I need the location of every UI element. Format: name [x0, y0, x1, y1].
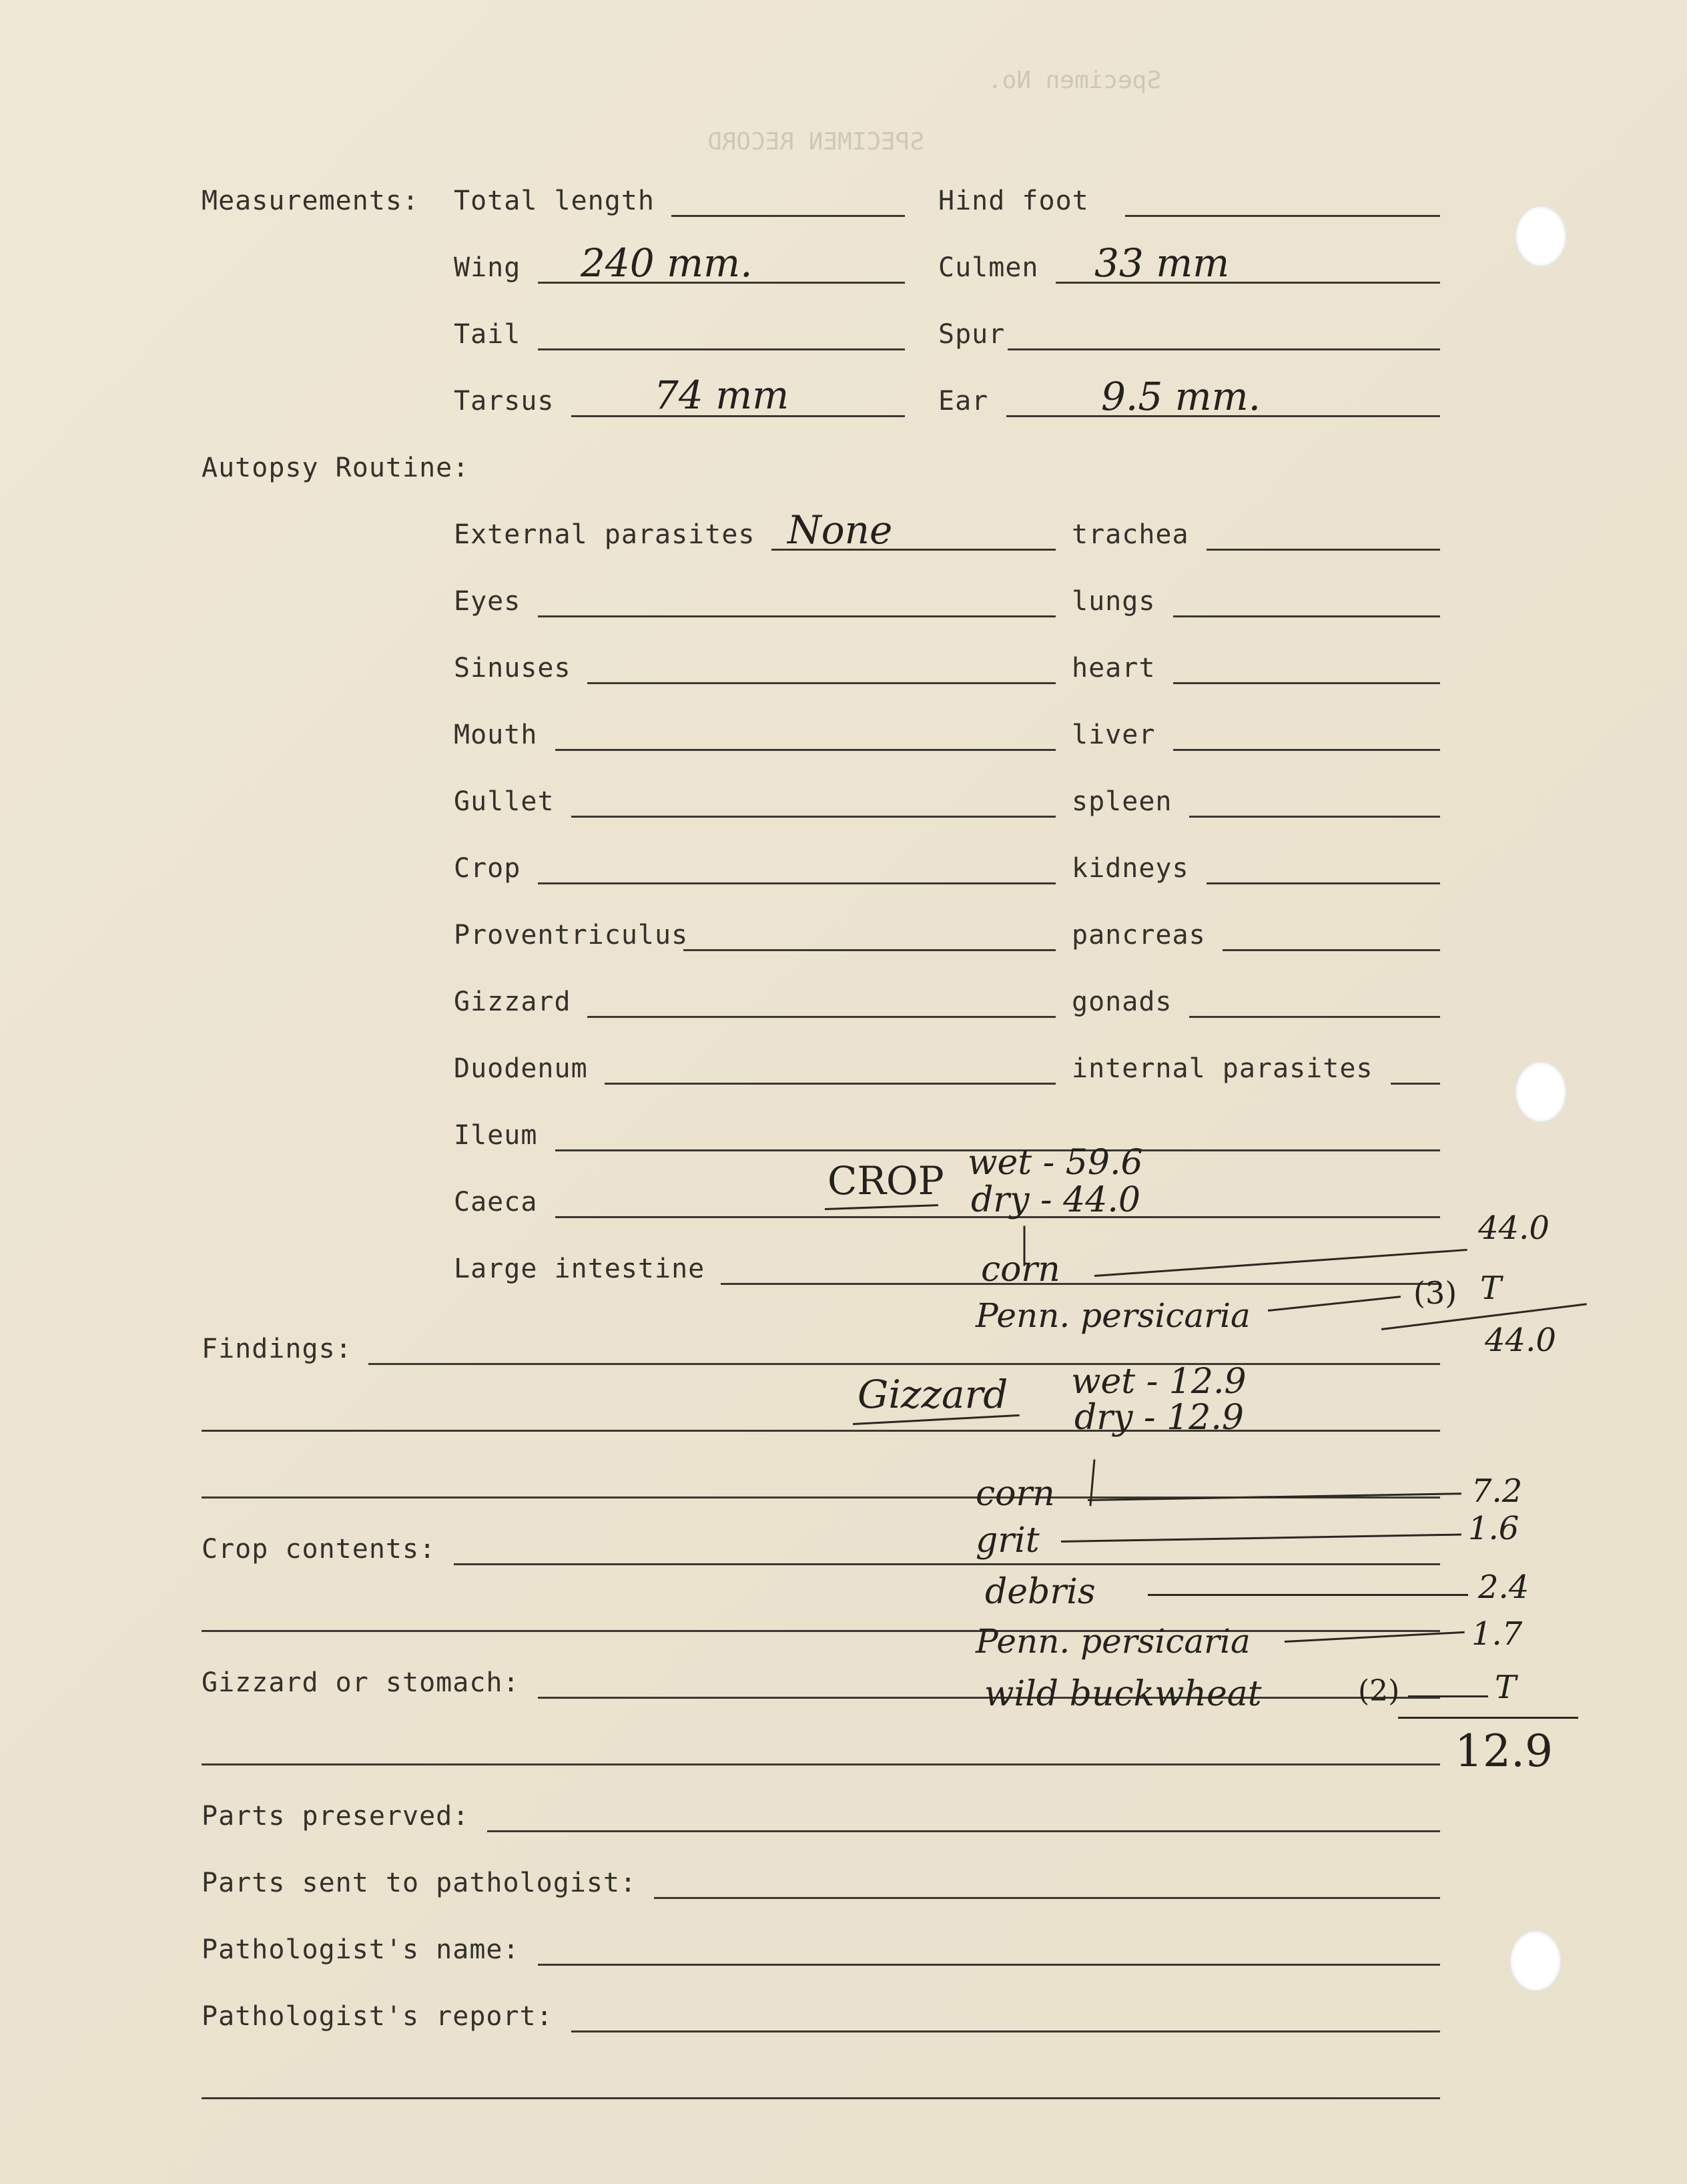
gizzard-dry-weight: dry - 12.9: [1074, 1398, 1244, 1438]
pancreas-label: pancreas: [1072, 920, 1206, 950]
gizzard-item-grit-amount: 1.6: [1468, 1510, 1520, 1547]
pathologist-report-label: Pathologist's report:: [202, 2001, 553, 2032]
gizzard-total: 12.9: [1455, 1725, 1553, 1777]
tarsus-label: Tarsus: [454, 386, 555, 417]
gizzard-item-persicaria: Penn. persicaria: [976, 1622, 1251, 1661]
gizzard-item-corn-amount: 7.2: [1471, 1472, 1523, 1510]
hind-foot-field[interactable]: [1125, 215, 1440, 217]
pathologist-report-field-2[interactable]: [202, 2097, 1440, 2099]
spleen-label: spleen: [1072, 786, 1172, 817]
crop-heading: CROP: [827, 1158, 944, 1203]
crop-item-persicaria: Penn. persicaria: [976, 1296, 1251, 1335]
ear-value: 9.5 mm.: [1101, 374, 1261, 419]
liver-label: liver: [1072, 720, 1156, 750]
crop-item-persicaria-count: (3): [1413, 1275, 1457, 1311]
gizzard-item-persicaria-leader: [1285, 1631, 1465, 1643]
proventriculus-field[interactable]: [683, 949, 1056, 951]
wing-label: Wing: [454, 252, 521, 283]
punch-hole-bottom: [1509, 1930, 1562, 1992]
tarsus-value: 74 mm: [654, 372, 789, 418]
total-length-label: Total length: [454, 186, 655, 216]
heart-label: heart: [1072, 653, 1156, 684]
crop-label: Crop: [454, 853, 521, 884]
large-intestine-field[interactable]: [721, 1283, 1440, 1285]
crop-contents-field-1[interactable]: [454, 1563, 1440, 1565]
hind-foot-label: Hind foot: [938, 186, 1089, 216]
external-parasites-label: External parasites: [454, 519, 755, 550]
gonads-field[interactable]: [1189, 1016, 1440, 1018]
measurements-label: Measurements:: [202, 186, 420, 216]
gizzard-field[interactable]: [587, 1016, 1056, 1018]
eyes-field[interactable]: [538, 615, 1056, 617]
reverse-side-heading: SPECIMEN RECORD: [707, 128, 925, 156]
ileum-label: Ileum: [454, 1120, 538, 1151]
crop-heading-underline: [825, 1204, 938, 1210]
crop-total: 44.0: [1485, 1322, 1556, 1359]
sinuses-label: Sinuses: [454, 653, 571, 684]
tail-field[interactable]: [538, 348, 905, 350]
eyes-label: Eyes: [454, 586, 521, 617]
total-length-field[interactable]: [671, 215, 905, 217]
gonads-label: gonads: [1072, 987, 1172, 1017]
gizzard-label: Gizzard: [454, 987, 571, 1017]
crop-field[interactable]: [538, 882, 1056, 884]
lungs-label: lungs: [1072, 586, 1156, 617]
internal-parasites-label: internal parasites: [1072, 1053, 1373, 1084]
crop-item-persicaria-amount: T: [1480, 1270, 1502, 1307]
heart-field[interactable]: [1173, 682, 1440, 684]
parts-preserved-label: Parts preserved:: [202, 1801, 470, 1832]
spur-label: Spur: [938, 319, 1006, 350]
spleen-field[interactable]: [1189, 816, 1440, 818]
crop-item-persicaria-leader: [1268, 1296, 1401, 1312]
crop-item-corn-amount: 44.0: [1478, 1209, 1550, 1247]
gizzard-heading: Gizzard: [858, 1372, 1008, 1417]
pathologist-name-label: Pathologist's name:: [202, 1934, 520, 1965]
mouth-label: Mouth: [454, 720, 538, 750]
gizzard-item-wild-buckwheat-amount: T: [1495, 1669, 1517, 1706]
autopsy-routine-label: Autopsy Routine:: [202, 453, 470, 483]
spur-field[interactable]: [1008, 348, 1440, 350]
caeca-label: Caeca: [454, 1187, 538, 1217]
crop-contents-label: Crop contents:: [202, 1534, 436, 1565]
external-parasites-value: None: [787, 507, 893, 553]
gizzard-item-grit: grit: [976, 1521, 1040, 1561]
kidneys-field[interactable]: [1207, 882, 1440, 884]
findings-field-2[interactable]: [202, 1430, 1440, 1432]
liver-field[interactable]: [1173, 749, 1440, 751]
pancreas-field[interactable]: [1223, 949, 1440, 951]
crop-wet-weight: wet - 59.6: [968, 1143, 1143, 1183]
culmen-value: 33 mm: [1094, 240, 1230, 286]
ear-label: Ear: [938, 386, 989, 417]
sinuses-field[interactable]: [587, 682, 1056, 684]
crop-contents-field-2[interactable]: [202, 1630, 1440, 1632]
parts-sent-label: Parts sent to pathologist:: [202, 1868, 637, 1898]
gizzard-stomach-field-2[interactable]: [202, 1763, 1440, 1765]
gullet-field[interactable]: [571, 816, 1056, 818]
pathologist-name-field[interactable]: [538, 1964, 1440, 1966]
findings-field-1[interactable]: [368, 1363, 1440, 1365]
tail-label: Tail: [454, 319, 521, 350]
punch-hole-top: [1515, 206, 1567, 267]
gizzard-item-wild-buckwheat-count: (2): [1358, 1674, 1400, 1708]
crop-item-corn: corn: [981, 1250, 1060, 1290]
punch-hole-middle: [1515, 1061, 1567, 1123]
trachea-label: trachea: [1072, 519, 1189, 550]
wing-value: 240 mm.: [581, 240, 753, 286]
internal-parasites-field[interactable]: [1391, 1083, 1440, 1085]
large-intestine-label: Large intestine: [454, 1254, 705, 1284]
gizzard-item-debris-amount: 2.4: [1478, 1569, 1530, 1606]
parts-sent-field[interactable]: [654, 1897, 1440, 1899]
gullet-label: Gullet: [454, 786, 555, 817]
gizzard-item-wild-buckwheat: wild buckwheat: [984, 1674, 1262, 1714]
parts-preserved-field[interactable]: [487, 1830, 1440, 1832]
findings-label: Findings:: [202, 1334, 352, 1364]
gizzard-stomach-label: Gizzard or stomach:: [202, 1667, 520, 1698]
pathologist-report-field-1[interactable]: [571, 2030, 1440, 2032]
kidneys-label: kidneys: [1072, 853, 1189, 884]
gizzard-item-debris-leader: [1148, 1594, 1468, 1596]
gizzard-item-wild-buckwheat-leader: [1408, 1695, 1488, 1697]
gizzard-item-corn: corn: [976, 1474, 1055, 1514]
mouth-field[interactable]: [555, 749, 1056, 751]
trachea-field[interactable]: [1207, 549, 1440, 551]
duodenum-field[interactable]: [605, 1083, 1056, 1085]
crop-dry-weight: dry - 44.0: [971, 1180, 1140, 1220]
proventriculus-label: Proventriculus: [454, 920, 689, 950]
gizzard-item-grit-leader: [1061, 1534, 1461, 1543]
gizzard-item-persicaria-amount: 1.7: [1471, 1615, 1523, 1653]
duodenum-label: Duodenum: [454, 1053, 588, 1084]
crop-item-corn-leader: [1094, 1249, 1467, 1277]
lungs-field[interactable]: [1173, 615, 1440, 617]
gizzard-item-debris: debris: [985, 1572, 1096, 1612]
gizzard-total-rule: [1398, 1717, 1578, 1719]
gizzard-wet-weight: wet - 12.9: [1071, 1362, 1247, 1402]
reverse-side-specimen-no: Specimen No.: [988, 67, 1162, 94]
culmen-label: Culmen: [938, 252, 1039, 283]
